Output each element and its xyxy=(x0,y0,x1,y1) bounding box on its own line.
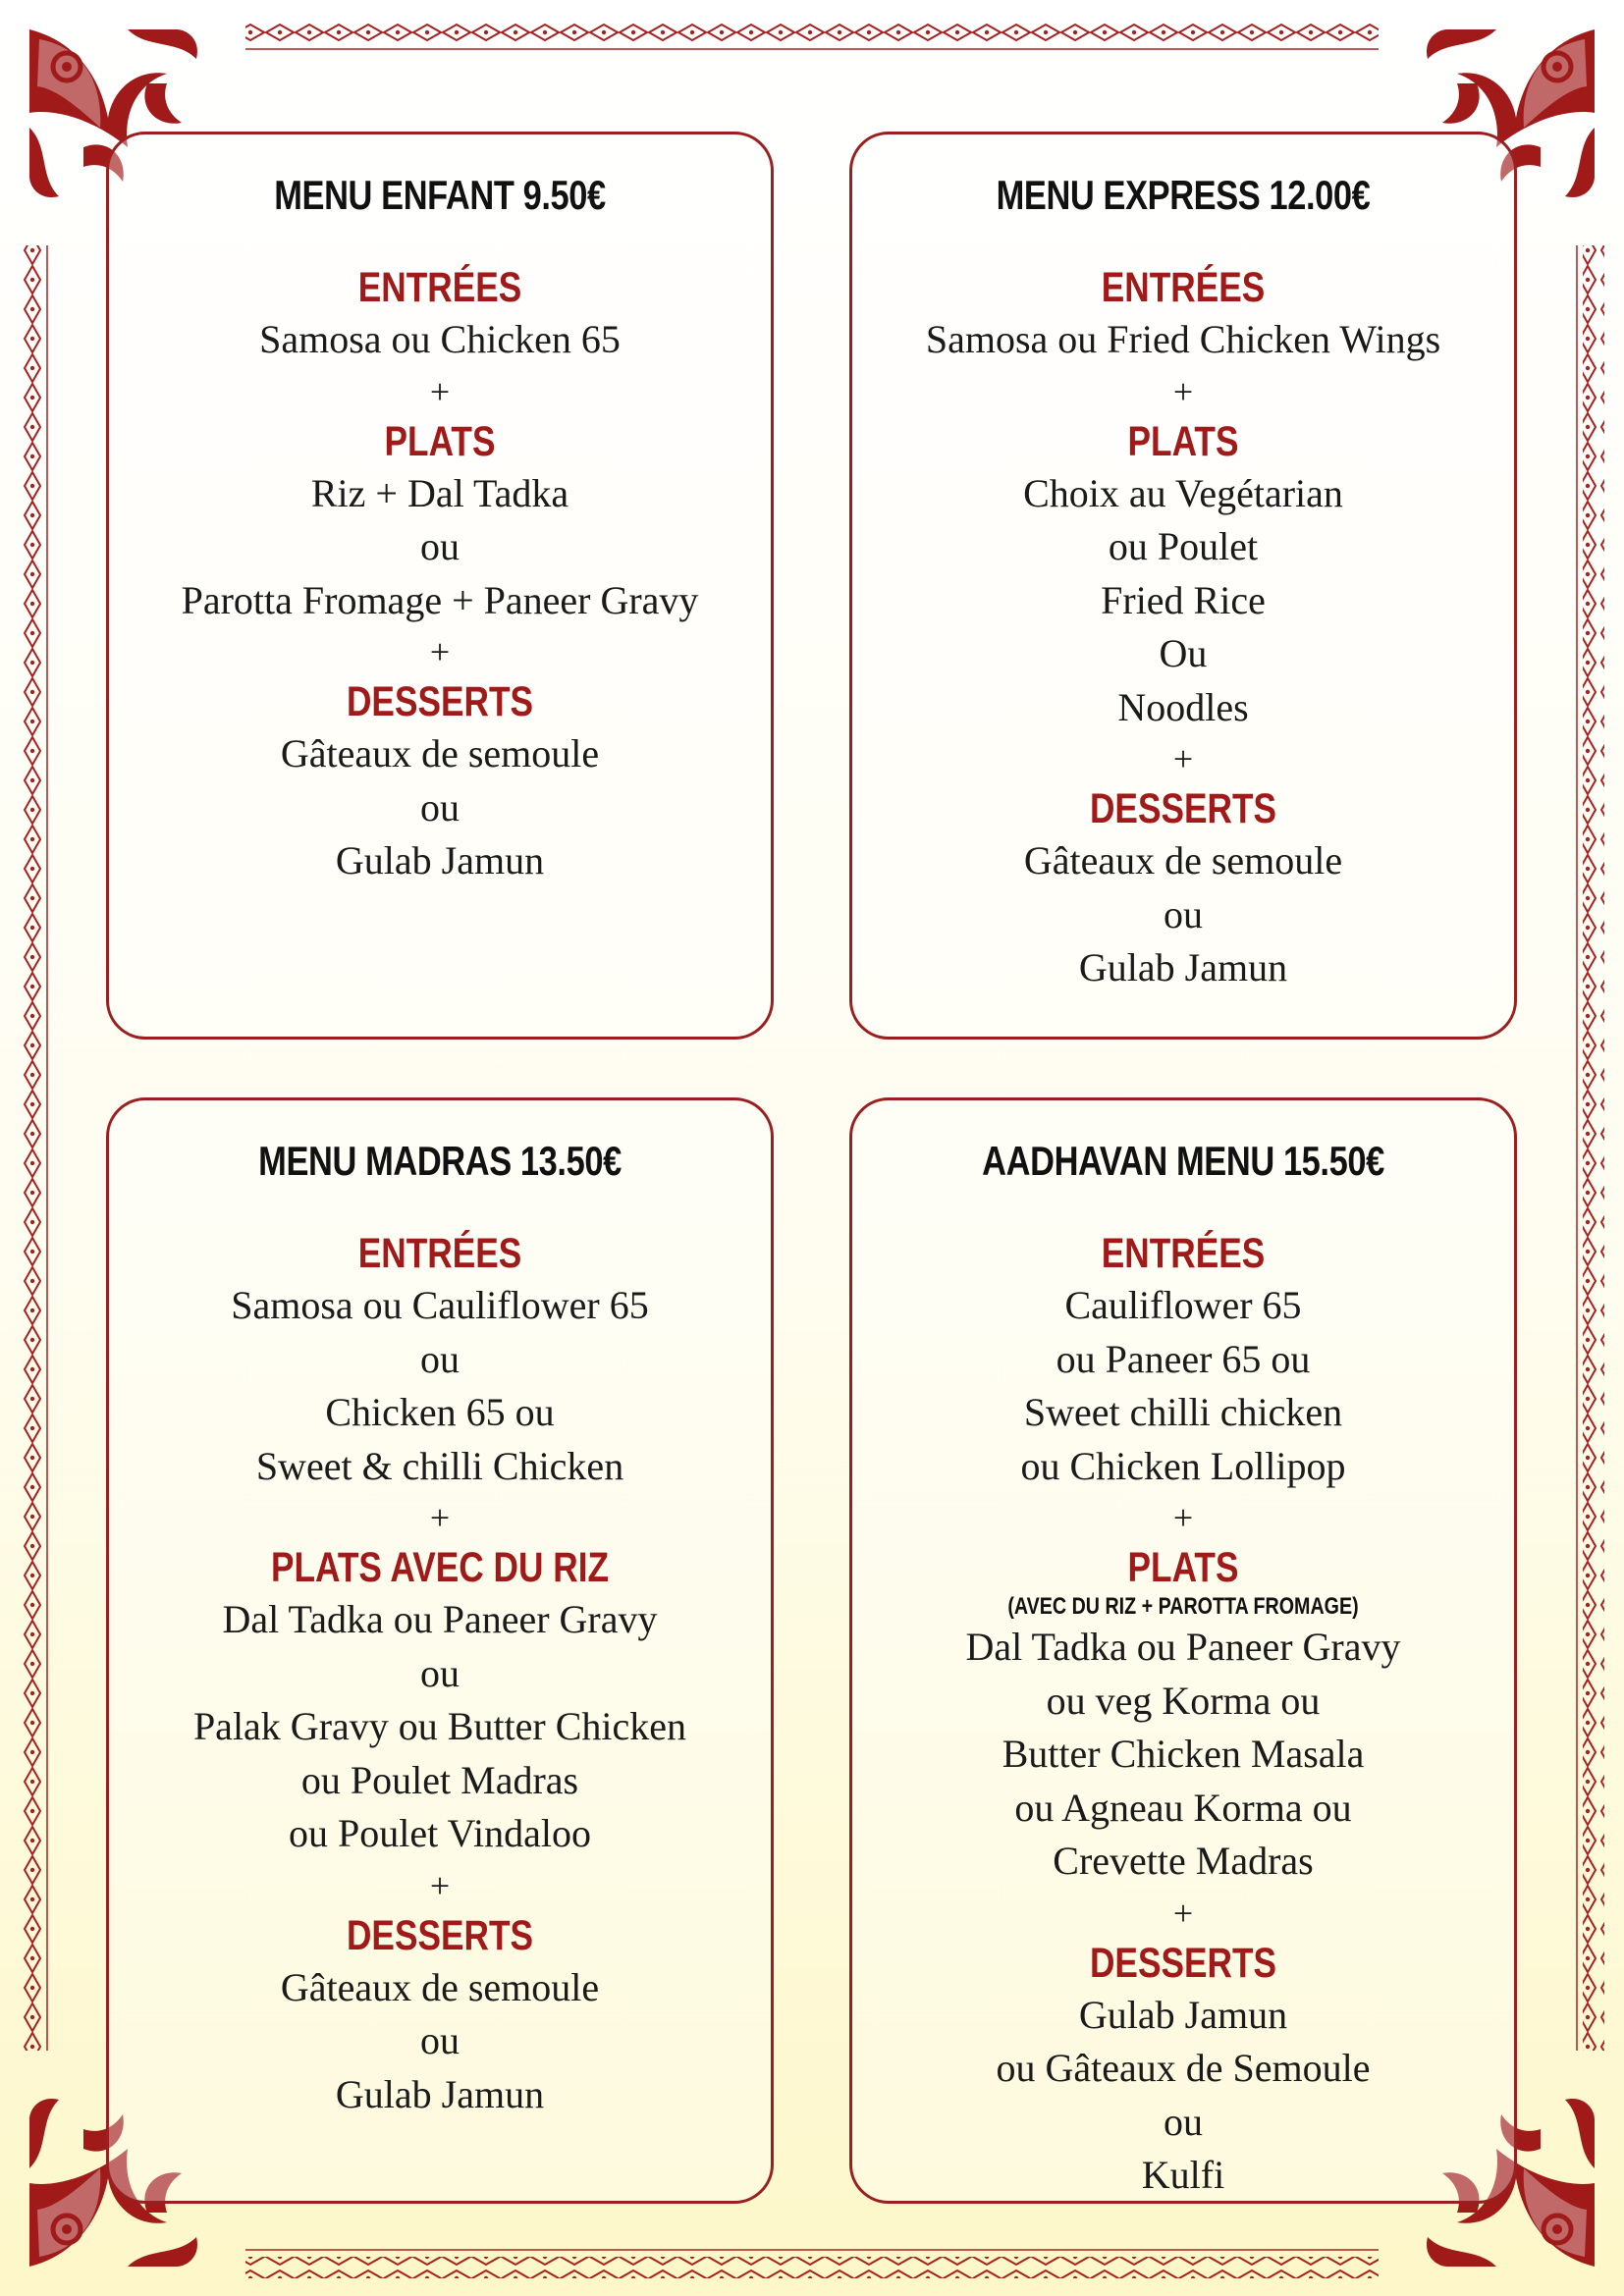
plus-separator: + xyxy=(429,1498,451,1537)
menu-item: Samosa ou Chicken 65 xyxy=(259,317,621,361)
section-heading: DESSERTS xyxy=(1089,1939,1277,1987)
menu-item: Parotta Fromage + Paneer Gravy xyxy=(181,577,699,622)
menu-title: MENU ENFANT 9.50€ xyxy=(274,172,606,218)
menu-title: MENU MADRAS 13.50€ xyxy=(258,1138,622,1184)
section-heading: ENTRÉES xyxy=(1101,264,1266,311)
menu-item: Riz + Dal Tadka xyxy=(310,470,569,515)
menu-item: Gulab Jamun xyxy=(335,2071,545,2116)
plus-separator: + xyxy=(1172,1498,1194,1537)
menu-item: ou xyxy=(420,2018,460,2062)
menu-item: ou xyxy=(1164,2099,1203,2144)
section-heading: ENTRÉES xyxy=(1101,1230,1266,1277)
plus-separator: + xyxy=(429,632,451,671)
menu-item: ou Gâteaux de Semoule xyxy=(996,2046,1371,2090)
menu-item: ou veg Korma ou xyxy=(1046,1678,1321,1723)
menu-item: ou xyxy=(420,784,460,829)
menu-item: Palak Gravy ou Butter Chicken xyxy=(192,1704,687,1748)
menu-item: Gâteaux de semoule xyxy=(280,1964,600,2009)
menu-card-aadhavan xyxy=(849,1097,1517,2204)
section-heading: PLATS xyxy=(384,417,496,465)
menu-item: ou xyxy=(420,1336,460,1381)
menu-item: Gulab Jamun xyxy=(335,838,545,882)
plus-separator: + xyxy=(1172,371,1194,411)
menu-item: Gâteaux de semoule xyxy=(1023,838,1343,882)
menu-item: Ou xyxy=(1159,631,1208,675)
section-heading: DESSERTS xyxy=(346,678,534,725)
menu-item: Kulfi xyxy=(1141,2153,1225,2197)
menu-item: ou Chicken Lollipop xyxy=(1020,1443,1346,1488)
menu-item: Dal Tadka ou Paneer Gravy xyxy=(965,1625,1401,1669)
menu-card-madras xyxy=(106,1097,774,2204)
plus-separator: + xyxy=(429,371,451,411)
menu-item: Gulab Jamun xyxy=(1078,945,1288,989)
menu-item: ou Poulet xyxy=(1108,524,1259,568)
menu-item: ou Paneer 65 ou xyxy=(1056,1336,1311,1381)
section-heading: PLATS AVEC DU RIZ xyxy=(270,1544,610,1591)
menu-title: AADHAVAN MENU 15.50€ xyxy=(982,1138,1384,1184)
plus-separator: + xyxy=(429,1865,451,1905)
menu-item: Gâteaux de semoule xyxy=(280,731,600,775)
menu-card-enfant xyxy=(106,132,774,1040)
plus-separator: + xyxy=(1172,739,1194,778)
section-heading: DESSERTS xyxy=(1089,785,1277,832)
menu-title: MENU EXPRESS 12.00€ xyxy=(996,172,1371,218)
menu-item: ou xyxy=(1164,891,1203,936)
menu-item: Noodles xyxy=(1117,684,1249,729)
menu-item: ou Poulet Madras xyxy=(300,1757,579,1802)
menu-item: Sweet & chilli Chicken xyxy=(255,1443,624,1488)
section-heading: PLATS xyxy=(1127,417,1239,465)
menu-body xyxy=(852,1228,1514,2203)
section-heading: DESSERTS xyxy=(346,1911,534,1959)
section-heading: ENTRÉES xyxy=(357,264,522,311)
menu-body xyxy=(852,262,1514,995)
menu-item: ou xyxy=(420,1650,460,1695)
menu-item: Cauliflower 65 xyxy=(1064,1283,1302,1327)
menu-item: Butter Chicken Masala xyxy=(1001,1732,1365,1776)
menu-item: Samosa ou Fried Chicken Wings xyxy=(925,317,1441,361)
menu-body xyxy=(109,1228,771,2121)
section-note: (AVEC DU RIZ + PAROTTA FROMAGE) xyxy=(1007,1593,1359,1620)
menu-item: Samosa ou Cauliflower 65 xyxy=(231,1283,649,1327)
menu-card-express xyxy=(849,132,1517,1040)
menu-item: ou xyxy=(420,524,460,568)
section-heading: PLATS xyxy=(1127,1544,1239,1591)
menu-item: Chicken 65 ou xyxy=(325,1390,555,1434)
menu-item: Fried Rice xyxy=(1101,577,1266,622)
menu-item: Choix au Vegétarian xyxy=(1023,470,1343,515)
menu-item: Crevette Madras xyxy=(1053,1839,1314,1883)
plus-separator: + xyxy=(1172,1893,1194,1933)
menu-body xyxy=(109,262,771,888)
menu-item: ou Agneau Korma ou xyxy=(1014,1785,1352,1830)
menu-item: Sweet chilli chicken xyxy=(1023,1390,1343,1434)
menu-item: Gulab Jamun xyxy=(1078,1992,1288,2037)
menu-item: Dal Tadka ou Paneer Gravy xyxy=(222,1597,658,1641)
menu-item: ou Poulet Vindaloo xyxy=(289,1811,591,1855)
section-heading: ENTRÉES xyxy=(357,1230,522,1277)
